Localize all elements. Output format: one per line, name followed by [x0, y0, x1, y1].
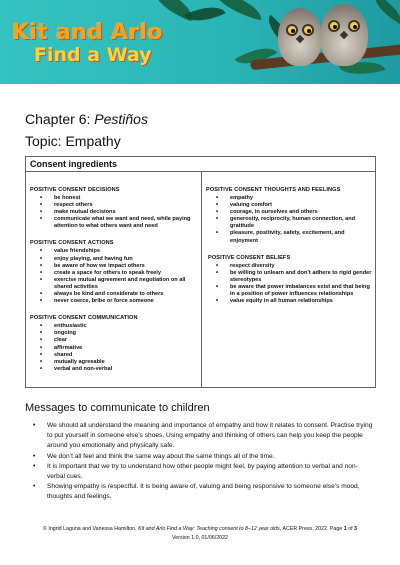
- ingredient-item: • be aware of how we impact others: [30, 263, 201, 270]
- ingredient-item: • valuing comfort: [206, 202, 377, 209]
- ingredient-item: • respect diversity: [206, 263, 377, 270]
- ingredient-list: [30, 323, 201, 373]
- ingredients-heading: Consent ingredients: [26, 157, 375, 172]
- ingredient-item: • be aware that power imbalances exist and that being in a position of power influences relationships: [206, 284, 377, 298]
- ingredient-item: • exercise mutual agreement and negotiation on all shared activities: [30, 277, 201, 291]
- section-title: POSITIVE CONSENT COMMUNICATION: [30, 315, 138, 322]
- ingredient-item: • respect others: [30, 202, 201, 209]
- ingredients-right-column: [202, 172, 377, 388]
- owl-eye: [328, 20, 340, 32]
- footer-version: Version 1.0, 01/06/2022: [172, 535, 228, 541]
- ingredient-item: • value friendships: [30, 248, 201, 255]
- ingredient-list: [30, 195, 201, 230]
- ingredient-item: • enjoy playing, and having fun: [30, 256, 201, 263]
- ingredient-item: • always be kind and considerate to others: [30, 291, 201, 298]
- ingredient-list: [206, 195, 377, 245]
- message-item: • We should all understand the meaning and importance of empathy and how it relates to consent. Practise trying to put yourself in someone else’s shoes. Using empathy and thinking of others can help you keep the people around you emotionally and physically safe.: [25, 421, 373, 452]
- leaf-decoration: [184, 0, 225, 29]
- section-title: POSITIVE CONSENT ACTIONS: [30, 240, 114, 247]
- message-item: • Showing empathy is respectful. It is being aware of, valuing and being responsive to someone else’s mood, thoughts and feelings.: [25, 482, 373, 502]
- owl-beak: [296, 35, 304, 43]
- ingredient-list: [30, 248, 201, 305]
- ingredient-item: • mutually agreeable: [30, 359, 201, 366]
- book-logo: [12, 22, 163, 65]
- ingredient-item: • clear: [30, 337, 201, 344]
- section-title: POSITIVE CONSENT THOUGHTS AND FEELINGS: [206, 187, 341, 193]
- owl-beak: [340, 31, 348, 39]
- section-title: POSITIVE CONSENT BELIEFS: [208, 254, 291, 261]
- logo-title-line1: Kit and Arlo: [12, 20, 163, 45]
- owl-eye: [286, 24, 298, 36]
- ingredient-item: • communicate what we want and need, while paying attention to what others want and need: [30, 216, 201, 230]
- owl-eye: [302, 24, 314, 36]
- ingredient-item: • create a space for others to speak freely: [30, 270, 201, 277]
- topic-heading: Topic: Empathy: [25, 133, 121, 149]
- message-item: • It is important that we try to understand how other people might feel, by paying attention to verbal and non-verbal cues.: [25, 462, 373, 482]
- owl-eye: [348, 20, 360, 32]
- section-title: POSITIVE CONSENT DECISIONS: [30, 187, 120, 193]
- message-item: • We don’t all feel and think the same way about the same things all of the time.: [25, 452, 373, 462]
- ingredient-item: • verbal and non-verbal: [30, 366, 201, 373]
- ingredient-item: • courage, in ourselves and others: [206, 209, 377, 216]
- consent-ingredients-table: [25, 156, 376, 388]
- ingredient-item: • generosity, reciprocity, human connection, and gratitude: [206, 216, 377, 230]
- footer-credit-line: [0, 525, 400, 534]
- footer-page-current: 1: [343, 526, 347, 532]
- ingredient-item: • be willing to unlearn and don’t adhere to rigid gender stereotypes: [206, 270, 377, 284]
- ingredient-item: • affirmative: [30, 345, 201, 352]
- ingredient-item: • ongoing: [30, 330, 201, 337]
- chapter-name: Pestiños: [94, 111, 148, 127]
- footer-credit-suffix: , ACER Press, 2022: [279, 526, 327, 532]
- ingredient-item: • empathy: [206, 195, 377, 202]
- logo-title-line2: Find a Way: [34, 44, 152, 66]
- ingredient-list: [206, 263, 377, 306]
- ingredient-item: • value equity in all human relationships: [206, 298, 377, 305]
- footer-page-prefix: Page: [329, 526, 344, 532]
- footer-credit-prefix: © Ingrid Laguna and Vanessa Hamilton,: [42, 526, 139, 532]
- ingredients-left-column: [26, 172, 202, 388]
- ingredient-item: • shared: [30, 352, 201, 359]
- chapter-prefix: Chapter 6:: [25, 111, 95, 127]
- ingredient-item: • be honest: [30, 195, 201, 202]
- owl-illustration: [320, 4, 368, 66]
- footer-book-title: Kit and Arlo Find a Way: Teaching consent to 8–12 year olds: [138, 526, 280, 532]
- ingredient-item: • make mutual decisions: [30, 209, 201, 216]
- messages-list: [25, 421, 373, 503]
- header-banner: [0, 0, 400, 84]
- footer-page-of: of: [346, 526, 355, 532]
- messages-heading: Messages to communicate to children: [25, 402, 210, 414]
- ingredient-item: • pleasure, positivity, safety, excitement, and enjoyment: [206, 230, 377, 244]
- owl-illustration: [278, 8, 322, 66]
- ingredient-item: • enthusiastic: [30, 323, 201, 330]
- page-footer: [0, 525, 400, 543]
- footer-page-total: 3: [354, 526, 357, 532]
- leaf-decoration: [369, 0, 400, 24]
- chapter-heading: [25, 111, 148, 127]
- ingredient-item: • never coerce, bribe or force someone: [30, 298, 201, 305]
